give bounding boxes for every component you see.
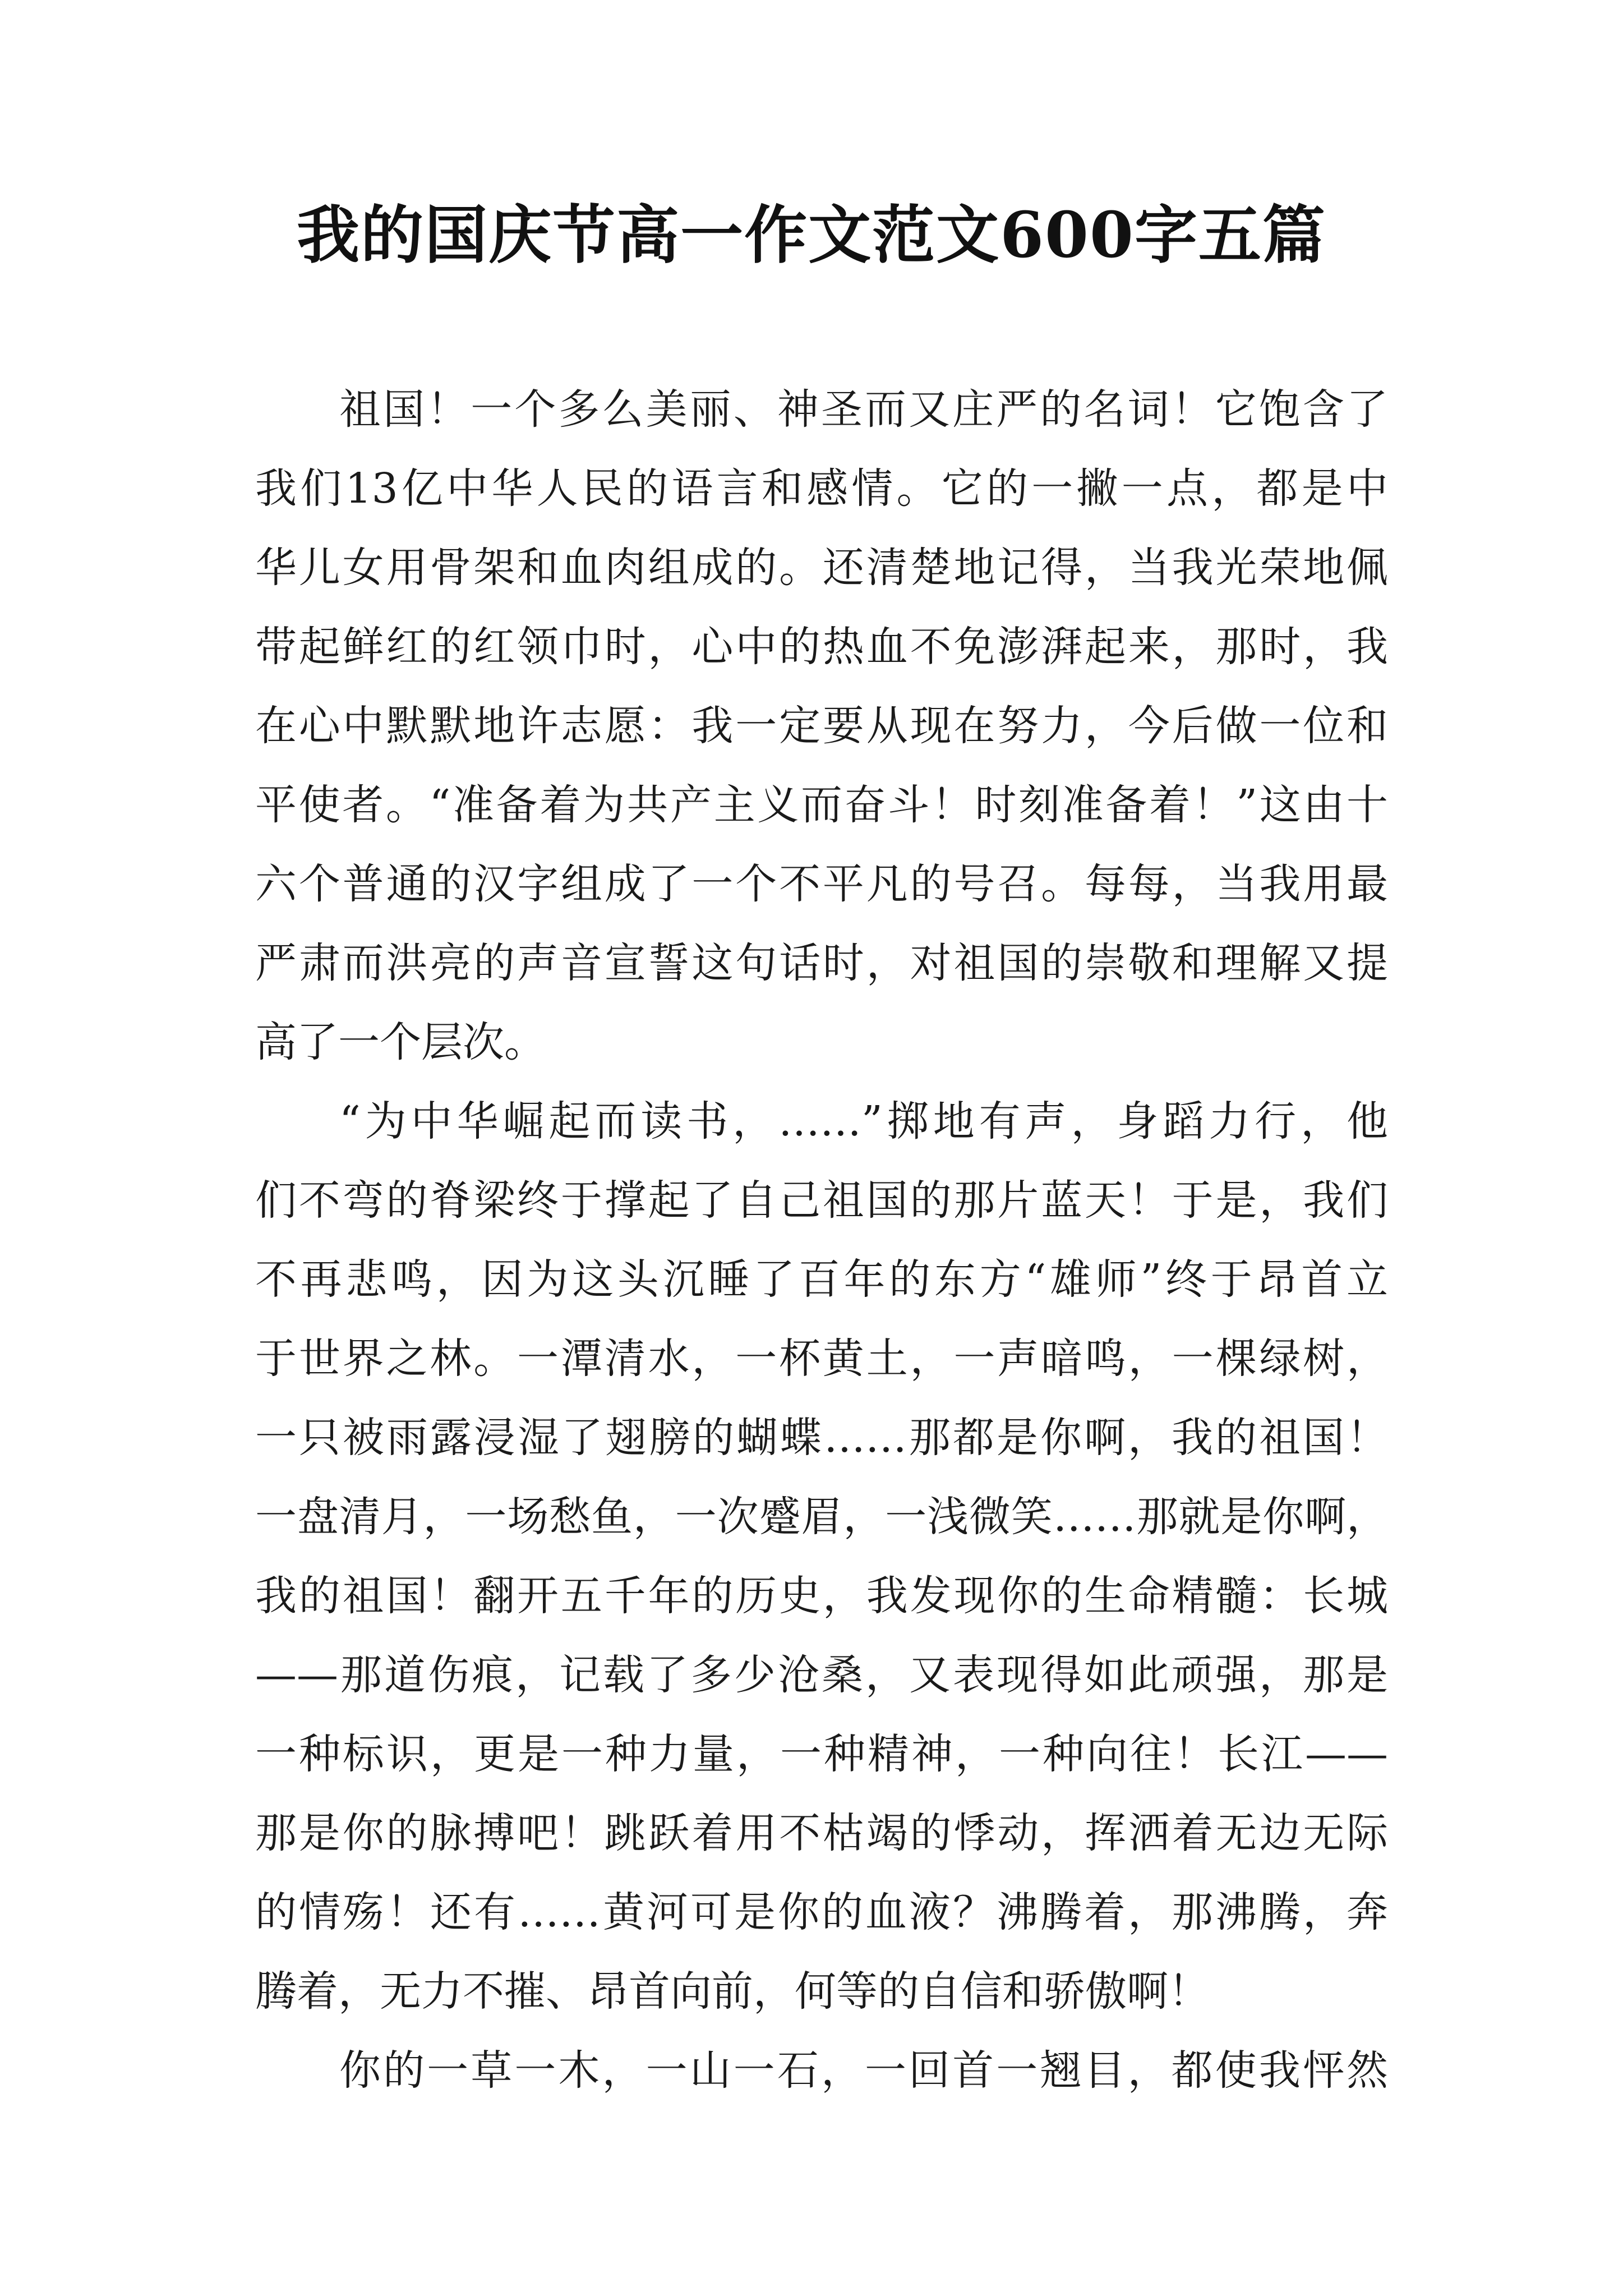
paragraph-1-line-9: 高了一个层次。 (255, 1018, 546, 1066)
paragraph-2-line-5: 一只被雨露浸湿了翅膀的蝴蝶……那都是你啊，我的祖国！ (255, 1414, 1388, 1462)
paragraph-2-line-3: 不再悲鸣，因为这头沉睡了百年的东方“雄师”终于昂首立 (255, 1255, 1388, 1304)
paragraph-2-line-4: 于世界之林。一潭清水，一杯黄土，一声暗鸣，一棵绿树， (255, 1335, 1388, 1383)
paragraph-2-line-10: 那是你的脉搏吧！跳跃着用不枯竭的悸动，挥洒着无边无际 (255, 1809, 1388, 1857)
paragraph-1-line-7: 六个普通的汉字组成了一个不平凡的号召。每每，当我用最 (255, 860, 1388, 908)
paragraph-1-line-1: 祖国！一个多么美丽、神圣而又庄严的名词！它饱含了 (339, 385, 1388, 434)
paragraph-3-line-1: 你的一草一木，一山一石，一回首一翘目，都使我怦然 (339, 2046, 1388, 2095)
paragraph-2-line-12: 腾着，无力不摧、昂首向前，何等的自信和骄傲啊！ (255, 1967, 1210, 2016)
paragraph-2-line-7: 我的祖国！翻开五千年的历史，我发现你的生命精髓：长城 (255, 1572, 1388, 1620)
paragraph-1-line-6: 平使者。“准备着为共产主义而奋斗！时刻准备着！”这由十 (255, 781, 1388, 829)
paragraph-2-line-8: ——那道伤痕，记载了多少沧桑，又表现得如此顽强，那是 (255, 1651, 1388, 1699)
paragraph-2-line-1: “为中华崛起而读书，……”掷地有声，身蹈力行，他 (339, 1097, 1388, 1145)
paragraph-1-line-8: 严肃而洪亮的声音宣誓这句话时，对祖国的崇敬和理解又提 (255, 939, 1388, 987)
paragraph-1-line-3: 华儿女用骨架和血肉组成的。还清楚地记得，当我光荣地佩 (255, 544, 1388, 592)
paragraph-1-line-5: 在心中默默地许志愿：我一定要从现在努力，今后做一位和 (255, 702, 1388, 750)
paragraph-1-line-2: 我们13亿中华人民的语言和感情。它的一撇一点，都是中 (255, 464, 1388, 513)
paragraph-2-line-2: 们不弯的脊梁终于撑起了自己祖国的那片蓝天！于是，我们 (255, 1176, 1388, 1225)
paragraph-2-line-6: 一盘清月，一场愁鱼，一次蹙眉，一浅微笑……那就是你啊， (255, 1493, 1388, 1541)
document-title: 我的国庆节高一作文范文600字五篇 (297, 199, 1326, 272)
paragraph-2-line-11: 的情殇！还有……黄河可是你的血液？沸腾着，那沸腾，奔 (255, 1888, 1388, 1936)
paragraph-1-line-4: 带起鲜红的红领巾时，心中的热血不免澎湃起来，那时，我 (255, 623, 1388, 671)
paragraph-2-line-9: 一种标识，更是一种力量，一种精神，一种向往！长江—— (255, 1730, 1388, 1778)
